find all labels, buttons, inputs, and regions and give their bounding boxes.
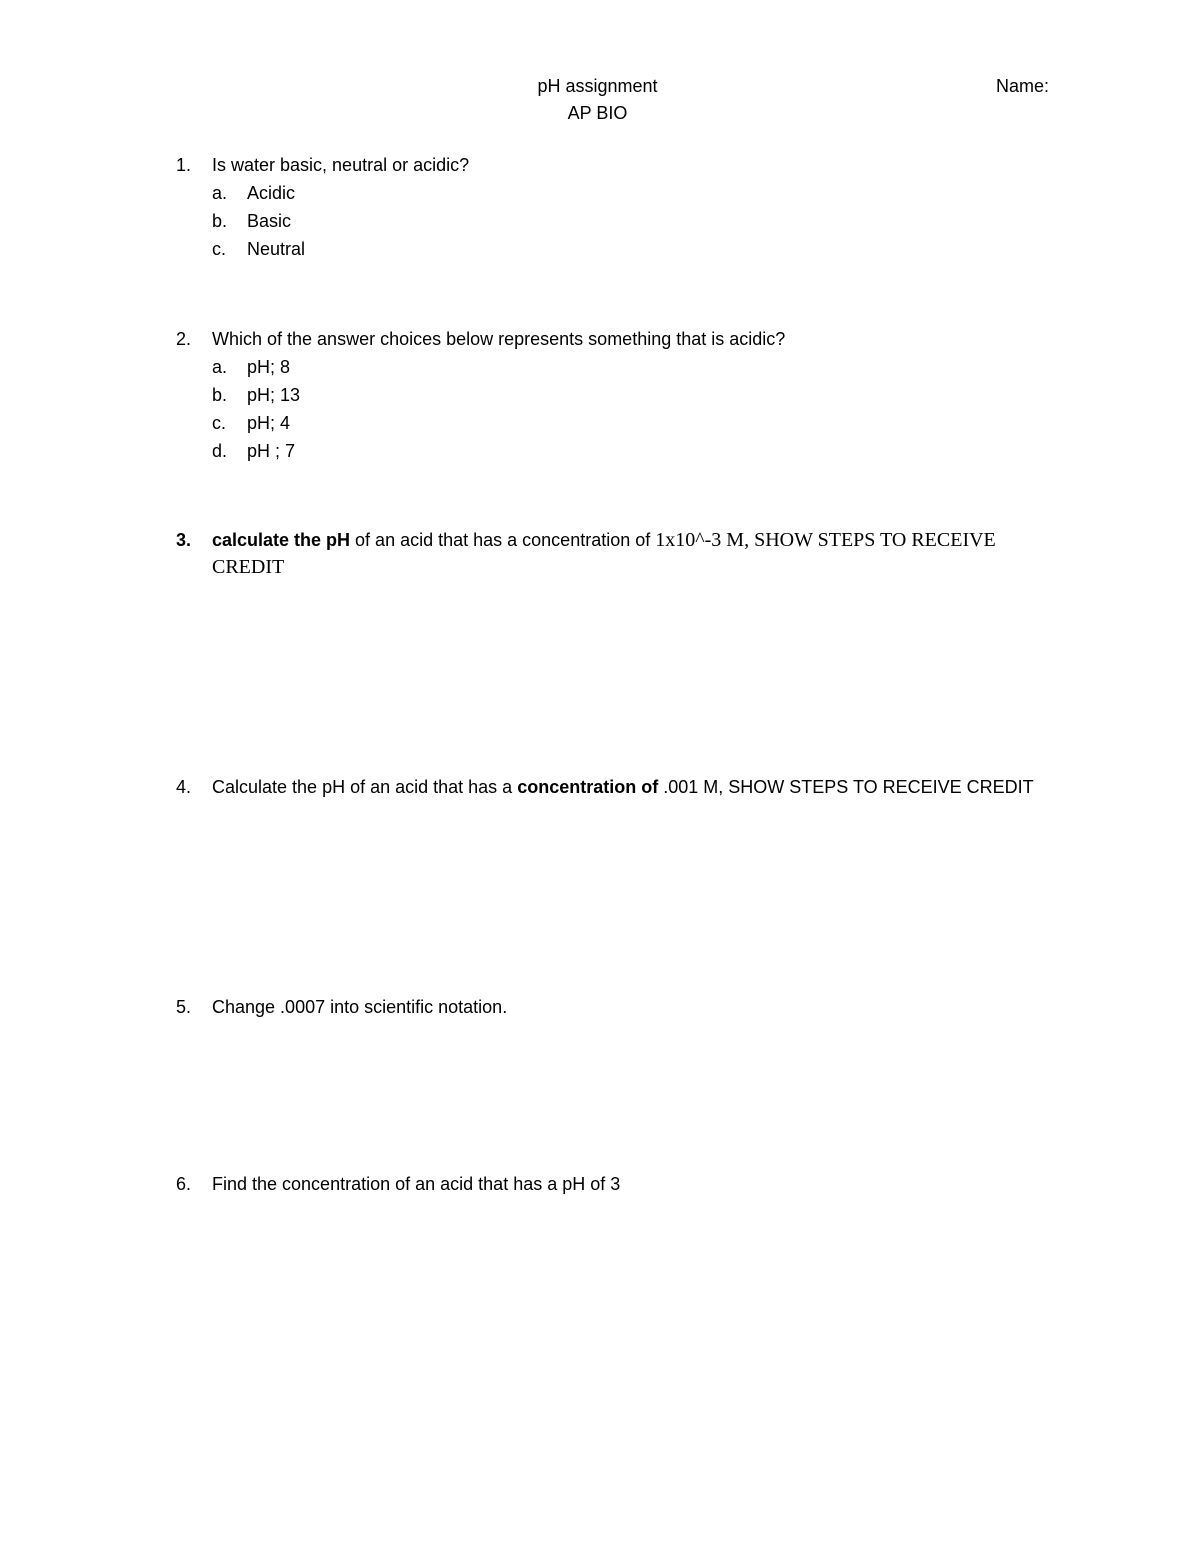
option-text: pH; 8 bbox=[247, 357, 291, 377]
option-letter: c. bbox=[212, 413, 227, 433]
option-text: pH ; 7 bbox=[247, 441, 296, 461]
option-text: Acidic bbox=[247, 183, 296, 203]
question-number: 6. bbox=[176, 1174, 192, 1194]
question-number: 4. bbox=[176, 777, 192, 797]
question-number: 3. bbox=[176, 530, 192, 550]
question-text: Find the concentration of an acid that has a pH of 3 bbox=[212, 1174, 621, 1194]
question-text: Is water basic, neutral or acidic? bbox=[212, 155, 470, 175]
question-text-plain: Calculate the pH of an acid that has a bbox=[212, 777, 518, 797]
option-letter: b. bbox=[212, 211, 228, 231]
option-text: Basic bbox=[247, 211, 292, 231]
question-text-bold: calculate the pH bbox=[212, 530, 351, 550]
question-text-serif: 1x10^-3 M, SHOW STEPS TO RECEIVE bbox=[655, 529, 996, 551]
name-label: Name: bbox=[996, 76, 1050, 96]
option-text: Neutral bbox=[247, 239, 306, 259]
question-text-continued: CREDIT bbox=[212, 556, 285, 578]
page-subtitle: AP BIO bbox=[567, 103, 628, 123]
question-text-plain: .001 M, SHOW STEPS TO RECEIVE CREDIT bbox=[658, 777, 1034, 797]
option-text: pH; 13 bbox=[247, 385, 301, 405]
page-title: pH assignment bbox=[537, 76, 658, 96]
question-number: 2. bbox=[176, 329, 192, 349]
question-text bbox=[212, 778, 1034, 796]
question-text: Change .0007 into scientific notation. bbox=[212, 997, 508, 1017]
question-number: 5. bbox=[176, 997, 192, 1017]
option-letter: a. bbox=[212, 357, 228, 377]
question-text-bold: concentration of bbox=[517, 777, 659, 797]
question-text: Which of the answer choices below represents something that is acidic? bbox=[212, 329, 786, 349]
question-text bbox=[212, 530, 996, 550]
option-letter: c. bbox=[212, 239, 227, 259]
option-letter: a. bbox=[212, 183, 228, 203]
option-text: pH; 4 bbox=[247, 413, 291, 433]
question-number: 1. bbox=[176, 155, 192, 175]
question-text-plain: of an acid that has a concentration of bbox=[350, 530, 656, 550]
option-letter: d. bbox=[212, 441, 228, 461]
option-letter: b. bbox=[212, 385, 228, 405]
